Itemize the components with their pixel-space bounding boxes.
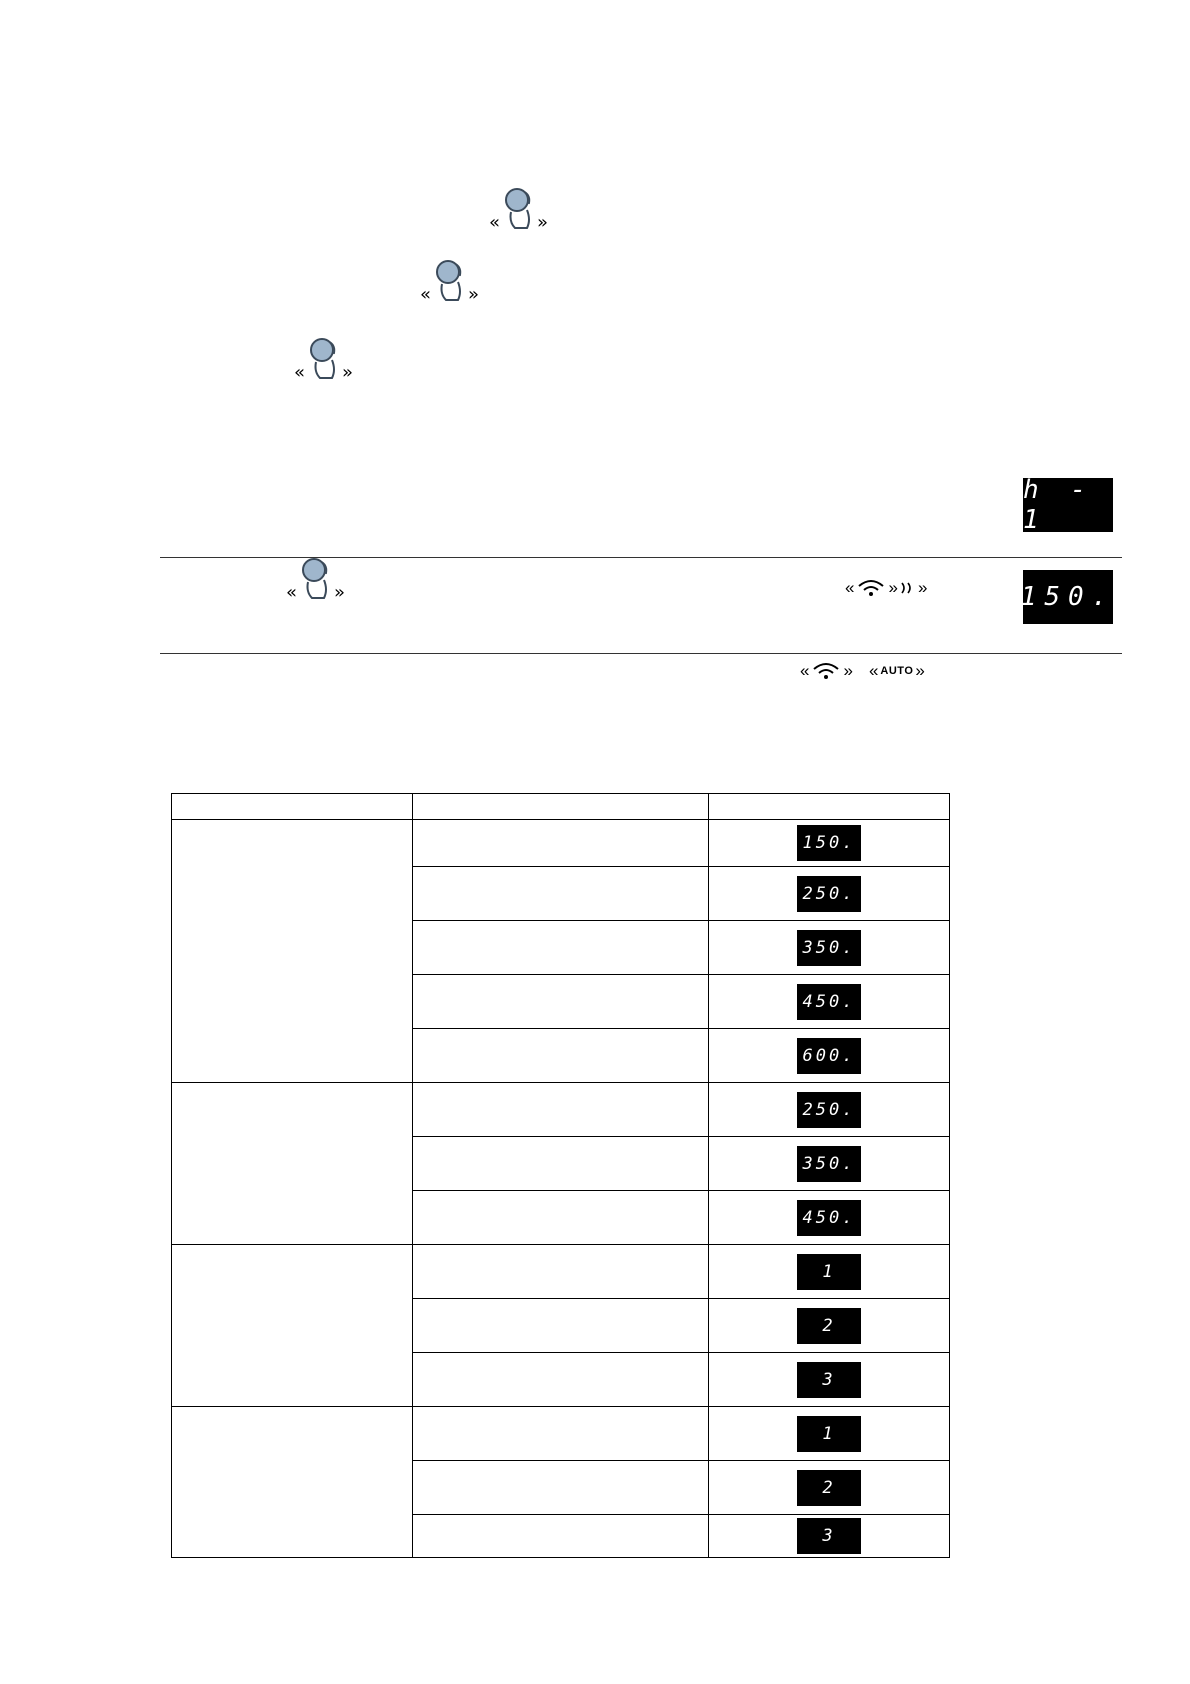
table-header (172, 794, 413, 820)
svg-text:«: « (286, 582, 298, 602)
wave-icon (900, 581, 916, 595)
row-desc (413, 1083, 709, 1137)
group-label (172, 1083, 413, 1245)
divider-top (160, 557, 1122, 558)
power-table (171, 793, 950, 1558)
led-display: 1 (797, 1416, 861, 1452)
led-display: 1 (797, 1254, 861, 1290)
group-label (172, 1245, 413, 1407)
auto-label: AUTO (880, 665, 914, 677)
divider-bottom (160, 653, 1122, 654)
svg-text:»: » (468, 284, 480, 304)
table-row (172, 1407, 950, 1461)
svg-text:«: « (420, 284, 432, 304)
microwave-label: « » » (845, 578, 928, 597)
row-desc (413, 1029, 709, 1083)
led-display: 450. (797, 984, 861, 1020)
svg-text:»: » (342, 362, 354, 382)
knob-turn-icon (286, 556, 348, 602)
row-desc (413, 1299, 709, 1353)
table-row (172, 820, 950, 867)
row-desc (413, 820, 709, 867)
row-desc (413, 1137, 709, 1191)
wifi-icon (856, 578, 886, 598)
row-desc (413, 1353, 709, 1407)
wifi-icon (811, 661, 841, 681)
display-h1: h - 1 (1023, 478, 1113, 532)
display-150: 150. (1023, 570, 1113, 624)
row-desc (413, 1191, 709, 1245)
led-display: 450. (797, 1200, 861, 1236)
led-display: 3 (797, 1362, 861, 1398)
table-header-row (172, 794, 950, 820)
knob-turn-icon (489, 186, 551, 232)
led-display: 2 (797, 1470, 861, 1506)
group-label (172, 820, 413, 1083)
led-display: 3 (797, 1518, 861, 1554)
svg-text:«: « (294, 362, 306, 382)
svg-text:«: « (489, 212, 501, 232)
led-display: 600. (797, 1038, 861, 1074)
knob-turn-icon (420, 258, 482, 304)
row-desc (413, 921, 709, 975)
row-desc (413, 867, 709, 921)
row-desc (413, 1461, 709, 1515)
led-display: 350. (797, 930, 861, 966)
row-desc (413, 1515, 709, 1558)
led-display: 250. (797, 876, 861, 912)
microwave-auto-label: « » « AUTO » (800, 661, 925, 680)
led-display: 2 (797, 1308, 861, 1344)
table-header (709, 794, 950, 820)
group-label (172, 1407, 413, 1558)
led-display: 250. (797, 1092, 861, 1128)
row-desc (413, 975, 709, 1029)
table-header (413, 794, 709, 820)
svg-text:»: » (537, 212, 549, 232)
led-display: 150. (797, 825, 861, 861)
knob-turn-icon (294, 336, 356, 382)
svg-text:»: » (334, 582, 346, 602)
led-display: 350. (797, 1146, 861, 1182)
row-desc (413, 1245, 709, 1299)
table-row (172, 1245, 950, 1299)
row-desc (413, 1407, 709, 1461)
table-row (172, 1083, 950, 1137)
